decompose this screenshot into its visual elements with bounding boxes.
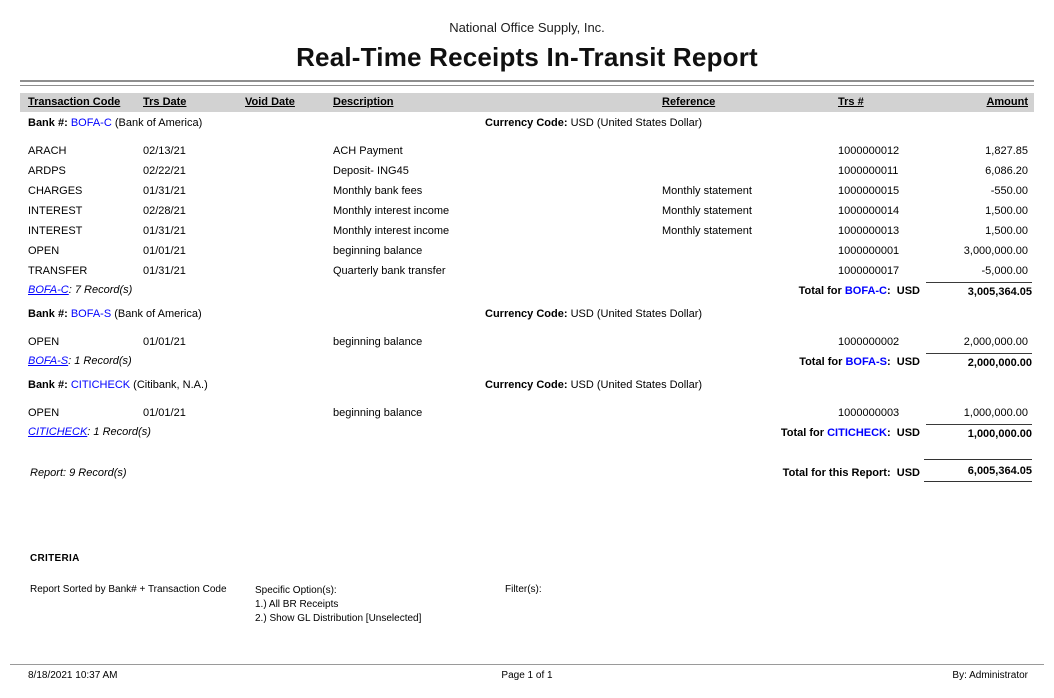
section-summary-row: [0, 423, 1054, 443]
cell-transaction-code: ARACH: [28, 145, 67, 157]
cell-amount: 2,000,000.00: [963, 336, 1028, 348]
cell-amount: 6,086.20: [985, 165, 1028, 177]
summary-record-count: : 1 Record(s): [87, 426, 151, 438]
cell-transaction-code: INTEREST: [28, 205, 83, 217]
section-record-summary: [28, 426, 151, 438]
cell-amount: 3,000,000.00: [963, 245, 1028, 257]
bank-code: BOFA-S: [70, 308, 112, 320]
bank-header-left: [28, 308, 202, 320]
section-total-label: Total for BOFA-S: USD: [799, 356, 920, 368]
cell-trs-date: 01/01/21: [143, 336, 186, 348]
criteria-option-1: 1.) All BR Receipts: [255, 599, 339, 610]
bank-code: CITICHECK: [70, 379, 131, 391]
section-total-label: Total for CITICHECK: USD: [780, 427, 920, 439]
bank-sections: [0, 116, 1054, 443]
bank-section: [0, 116, 1054, 301]
cell-reference: Monthly statement: [662, 185, 752, 197]
footer: [0, 670, 1054, 684]
bank-number-label: Bank #:: [28, 379, 68, 391]
summary-record-count: : 1 Record(s): [68, 355, 132, 367]
total-bank-code: BOFA-C: [844, 285, 887, 297]
currency-value: USD (United States Dollar): [570, 117, 703, 129]
footer-divider: [10, 664, 1044, 665]
cell-transaction-code: OPEN: [28, 245, 60, 257]
footer-page-number: Page 1 of 1: [501, 670, 553, 681]
total-bank-code: CITICHECK: [827, 427, 887, 439]
section-total-amount: 3,005,364.05: [926, 282, 1032, 298]
col-amount: Amount: [986, 96, 1028, 108]
table-row: [0, 161, 1054, 181]
cell-trs-date: 01/01/21: [143, 245, 186, 257]
criteria-heading: CRITERIA: [30, 553, 80, 564]
cell-amount: 1,500.00: [985, 205, 1028, 217]
bank-header-currency: [485, 308, 702, 320]
currency-code-label: Currency Code:: [485, 308, 568, 320]
cell-reference: Monthly statement: [662, 205, 752, 217]
report-record-count: Report: 9 Record(s): [30, 467, 127, 479]
cell-description: ACH Payment: [333, 145, 403, 157]
cell-description: Monthly interest income: [333, 225, 450, 237]
footer-datetime: 8/18/2021 10:37 AM: [28, 670, 118, 681]
bank-header-left: [28, 117, 202, 129]
bank-number-label: Bank #:: [28, 308, 68, 320]
table-row: [0, 141, 1054, 161]
cell-description: beginning balance: [333, 336, 423, 348]
col-reference: Reference: [662, 96, 716, 108]
bank-section: [0, 307, 1054, 372]
summary-bank-code-link[interactable]: CITICHECK: [28, 426, 88, 438]
cell-transaction-code: CHARGES: [28, 185, 83, 197]
cell-trs-date: 02/13/21: [143, 145, 186, 157]
cell-description: beginning balance: [333, 407, 423, 419]
cell-amount: -5,000.00: [981, 265, 1028, 277]
summary-record-count: : 7 Record(s): [68, 284, 133, 296]
cell-trs-date: 02/28/21: [143, 205, 186, 217]
cell-trs-number: 1000000011: [838, 165, 899, 177]
total-tail: : USD: [887, 427, 920, 439]
criteria-section: [0, 584, 1054, 632]
col-description: Description: [333, 96, 394, 108]
bank-section: [0, 378, 1054, 443]
cell-trs-number: 1000000012: [838, 145, 900, 157]
col-trs-date: Trs Date: [143, 96, 187, 108]
table-row: [0, 181, 1054, 201]
criteria-sorted-by: Report Sorted by Bank# + Transaction Code: [30, 584, 227, 595]
cell-transaction-code: INTEREST: [28, 225, 83, 237]
section-total-amount: 2,000,000.00: [926, 353, 1032, 369]
cell-amount: -550.00: [990, 185, 1028, 197]
cell-trs-number: 1000000013: [838, 225, 900, 237]
col-void-date: Void Date: [245, 96, 295, 108]
cell-trs-number: 1000000002: [838, 336, 900, 348]
section-total-label: Total for BOFA-C: USD: [798, 285, 920, 297]
section-total-amount: 1,000,000.00: [926, 424, 1032, 440]
cell-amount: 1,827.85: [985, 145, 1028, 157]
section-rows: [0, 141, 1054, 281]
bank-header-row: [0, 378, 1054, 394]
total-tail: : USD: [887, 285, 920, 297]
report-total-amount: 6,005,364.05: [924, 459, 1032, 482]
criteria-option-2: 2.) Show GL Distribution [Unselected]: [255, 613, 422, 624]
section-rows: [0, 332, 1054, 352]
bank-header-currency: [485, 117, 702, 129]
section-record-summary: [28, 284, 132, 296]
summary-bank-code-link[interactable]: BOFA-C: [28, 284, 69, 296]
cell-trs-date: 02/22/21: [143, 165, 186, 177]
cell-description: beginning balance: [333, 245, 423, 257]
bank-name: (Citibank, N.A.): [133, 379, 208, 391]
bank-header-row: [0, 116, 1054, 132]
criteria-options-label: Specific Option(s):: [255, 585, 337, 596]
cell-description: Deposit- ING45: [333, 165, 409, 177]
currency-code-label: Currency Code:: [485, 379, 568, 391]
cell-trs-number: 1000000001: [838, 245, 900, 257]
section-summary-row: [0, 352, 1054, 372]
section-summary-row: [0, 281, 1054, 301]
report-summary-row: [0, 457, 1054, 491]
cell-description: Quarterly bank transfer: [333, 265, 446, 277]
cell-reference: Monthly statement: [662, 225, 752, 237]
criteria-specific-options: [255, 584, 421, 626]
bank-number-label: Bank #:: [28, 117, 68, 129]
cell-trs-number: 1000000015: [838, 185, 900, 197]
footer-author: By: Administrator: [952, 670, 1028, 681]
bank-code: BOFA-C: [70, 117, 112, 129]
cell-amount: 1,500.00: [985, 225, 1028, 237]
cell-description: Monthly interest income: [333, 205, 450, 217]
table-row: [0, 332, 1054, 352]
cell-trs-number: 1000000003: [838, 407, 900, 419]
bank-name: (Bank of America): [114, 117, 203, 129]
cell-trs-date: 01/31/21: [143, 265, 186, 277]
column-header-row: [0, 93, 1054, 113]
cell-trs-date: 01/31/21: [143, 185, 186, 197]
currency-value: USD (United States Dollar): [570, 379, 703, 391]
bank-header-currency: [485, 379, 702, 391]
total-bank-code: BOFA-S: [845, 356, 887, 368]
criteria-filters-label: Filter(s):: [505, 584, 542, 595]
report-title: Real-Time Receipts In-Transit Report: [296, 42, 758, 72]
company-name: National Office Supply, Inc.: [449, 20, 605, 35]
table-row: [0, 241, 1054, 261]
bank-header-left: [28, 379, 208, 391]
table-row: [0, 201, 1054, 221]
cell-trs-date: 01/31/21: [143, 225, 186, 237]
section-record-summary: [28, 355, 132, 367]
cell-transaction-code: TRANSFER: [28, 265, 88, 277]
summary-bank-code-link[interactable]: BOFA-S: [28, 355, 69, 367]
cell-trs-number: 1000000017: [838, 265, 900, 277]
table-row: [0, 403, 1054, 423]
table-row: [0, 261, 1054, 281]
cell-transaction-code: ARDPS: [28, 165, 66, 177]
cell-amount: 1,000,000.00: [963, 407, 1028, 419]
bank-header-row: [0, 307, 1054, 323]
col-trs-number: Trs #: [838, 96, 864, 108]
cell-description: Monthly bank fees: [333, 185, 423, 197]
currency-value: USD (United States Dollar): [570, 308, 703, 320]
table-row: [0, 221, 1054, 241]
report-total-label: Total for this Report: USD: [782, 467, 920, 479]
total-tail: : USD: [887, 356, 920, 368]
cell-trs-number: 1000000014: [838, 205, 900, 217]
cell-trs-date: 01/01/21: [143, 407, 186, 419]
section-rows: [0, 403, 1054, 423]
col-transaction-code: Transaction Code: [28, 96, 121, 108]
title-divider: [20, 80, 1034, 86]
cell-transaction-code: OPEN: [28, 407, 60, 419]
currency-code-label: Currency Code:: [485, 117, 568, 129]
cell-transaction-code: OPEN: [28, 336, 60, 348]
bank-name: (Bank of America): [114, 308, 202, 320]
